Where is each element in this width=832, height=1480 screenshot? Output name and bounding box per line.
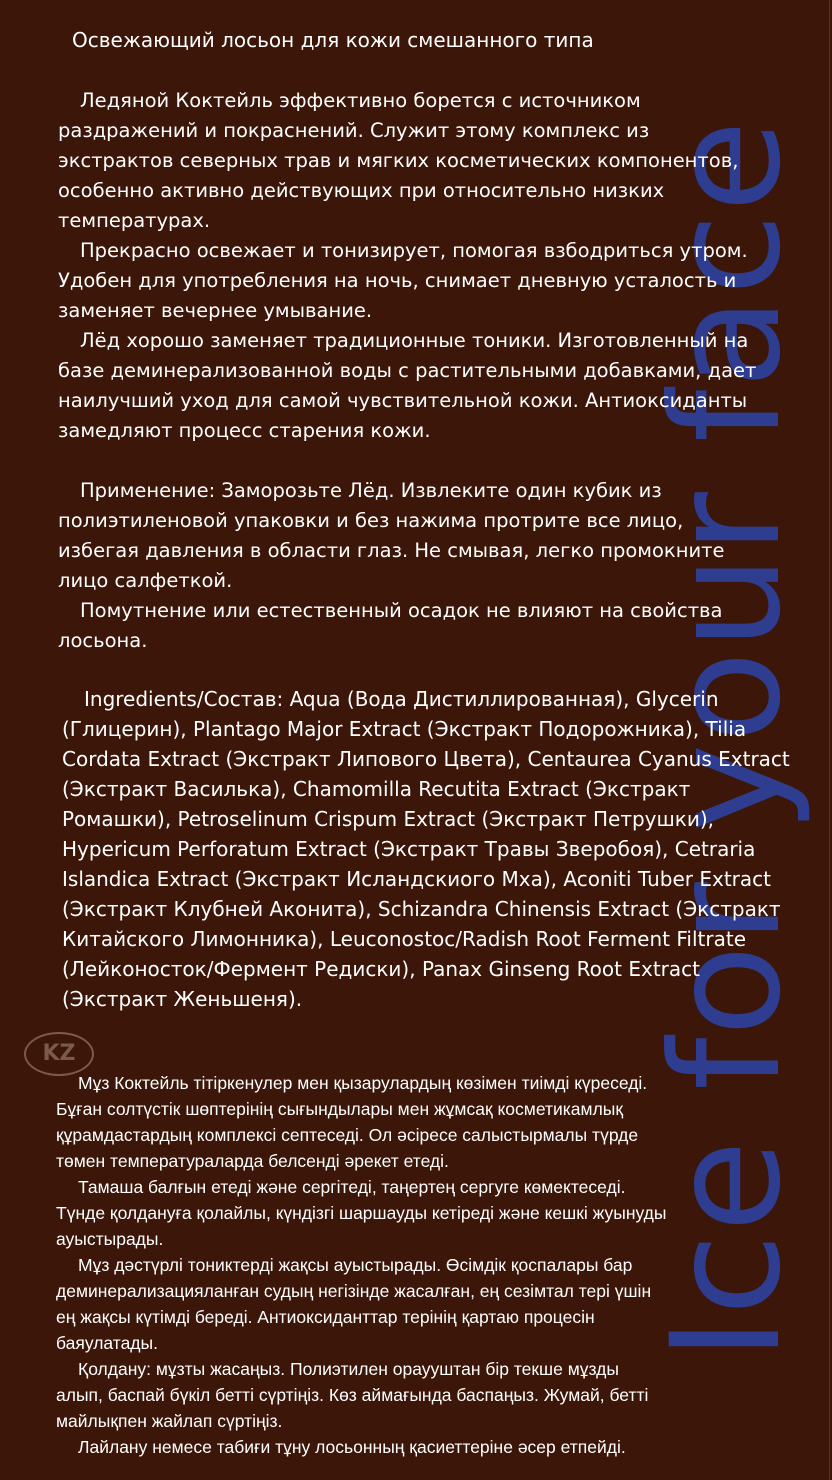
ru-desc-line: температурах. [58,209,211,232]
ingredients-line: Cordata Extract (Экстракт Липового Цвета), Centaurea Cyanus Extract [62,747,790,771]
ingredients-line: (Лейконосток/Фермент Редиски), Panax Ginseng Root Extract [62,957,700,981]
kz-line: Лайлану немесе табиғи тұну лосьонның қасиеттеріне әсер етпейді. [78,1437,626,1457]
ingredients-line: (Экстракт Василька), Chamomilla Recutita Extract (Экстракт [62,777,691,801]
ru-desc-line: наилучший уход для самой чувствительной кожи. Антиоксиданты [58,389,748,412]
ru-usage-line: Применение: Заморозьте Лёд. Извлеките один кубик из [80,479,662,502]
kz-line: ауыстырады. [56,1229,164,1249]
ru-desc-line: особенно активно действующих при относительно низких [58,179,665,202]
ingredients-block [62,684,790,1014]
kz-line: төмен температураларда белсенді әрекет етеді. [56,1151,449,1171]
ingredients-line: Ромашки), Petroselinum Crispum Extract (Экстракт Петрушки), [62,807,715,831]
ru-usage-line: лицо салфеткой. [58,569,233,592]
ingredients-line: Hypericum Perforatum Extract (Экстракт Травы Зверобоя), Cetraria [62,837,756,861]
frame-border [829,0,830,1480]
kz-line: Түнде қолдануға қолайлы, күндізгі шаршауды кетіреді және кешкі жуынуды [56,1203,667,1223]
kz-language-badge: KZ [24,1032,94,1076]
ru-desc-line: Прекрасно освежает и тонизирует, помогая взбодриться утром. [80,239,748,262]
ru-usage-line: лосьона. [58,629,148,652]
ru-usage [58,476,725,656]
ingredients-line: (Экстракт Клубней Аконита), Schizandra Chinensis Extract (Экстракт [62,897,781,921]
ru-desc-line: заменяет вечернее умывание. [58,299,373,322]
ru-desc-line: экстрактов северных трав и мягких косметических компонентов, [58,149,739,172]
kz-line: Бұған солтүстік шөптерінің сығындылары мен жұмсақ косметикамлық [56,1099,624,1119]
ru-description [58,86,756,446]
ru-desc-line: раздражений и покраснений. Служит этому комплекс из [58,119,650,142]
ru-desc-line: Ледяной Коктейль эффективно борется с источником [80,89,641,112]
kz-line: алып, баспай бүкіл бетті сүртіңіз. Көз аймағында баспаңыз. Жумай, бетті [56,1385,649,1405]
ru-usage-line: избегая давления в области глаз. Не смывая, легко промокните [58,539,725,562]
kz-line: баяулатады. [56,1333,158,1353]
kz-line: құрамдастардың комплексі септеседі. Ол әсіресе салыстырмалы түрде [56,1125,639,1145]
kz-line: майлықпен жайлап сүртіңіз. [56,1411,283,1431]
kz-line: Тамаша балғын етеді және сергітеді, таңертең сергуге көмектеседі. [78,1177,626,1197]
ingredients-line: (Глицерин), Plantago Major Extract (Экстракт Подорожника), Tilia [62,717,747,741]
kz-line: Қолдану: мұзты жасаңыз. Полиэтилен ораууштан бір текше мұзды [78,1359,619,1379]
ru-usage-line: полиэтиленовой упаковки и без нажима протрите все лицо, [58,509,684,532]
ingredients-line: Islandica Extract (Экстракт Исландскиого Мха), Aconiti Tuber Extract [62,867,771,891]
kz-line: Мұз дәстүрлі тониктерді жақсы ауыстырады. Өсімдік қоспалары бар [78,1255,633,1275]
kz-line: ең жақсы күтімді береді. Антиоксиданттар терінің қартаю процесін [56,1307,595,1327]
ru-desc-line: Лёд хорошо заменяет традиционные тоники. Изготовленный на [80,329,749,352]
kz-line: деминерализацияланған судың негізінде жасалған, ең сезімтал тері үшін [56,1281,652,1301]
brand-watermark: Ice for your face [640,118,814,1362]
kz-line: Мұз Коктейль тітіркенулер мен қызарулардың көзімен тиімді күреседі. [78,1073,648,1093]
ingredients-line: Ingredients/Состав: Aqua (Вода Дистиллированная), Glycerin [84,687,719,711]
ru-desc-line: Удобен для употребления на ночь, снимает дневную усталость и [58,269,737,292]
ru-desc-line: базе деминерализованной воды с растительными добавками, дает [58,359,757,382]
product-title: Освежающий лосьон для кожи смешанного типа [72,28,594,52]
ingredients-line: Китайского Лимонника), Leuconostoc/Radish Root Ferment Filtrate [62,927,746,951]
ru-usage-line: Помутнение или естественный осадок не влияют на свойства [80,599,723,622]
kz-text-block [56,1070,666,1460]
ingredients-line: (Экстракт Женьшеня). [62,987,303,1011]
ru-desc-line: замедляют процесс старения кожи. [58,419,431,442]
